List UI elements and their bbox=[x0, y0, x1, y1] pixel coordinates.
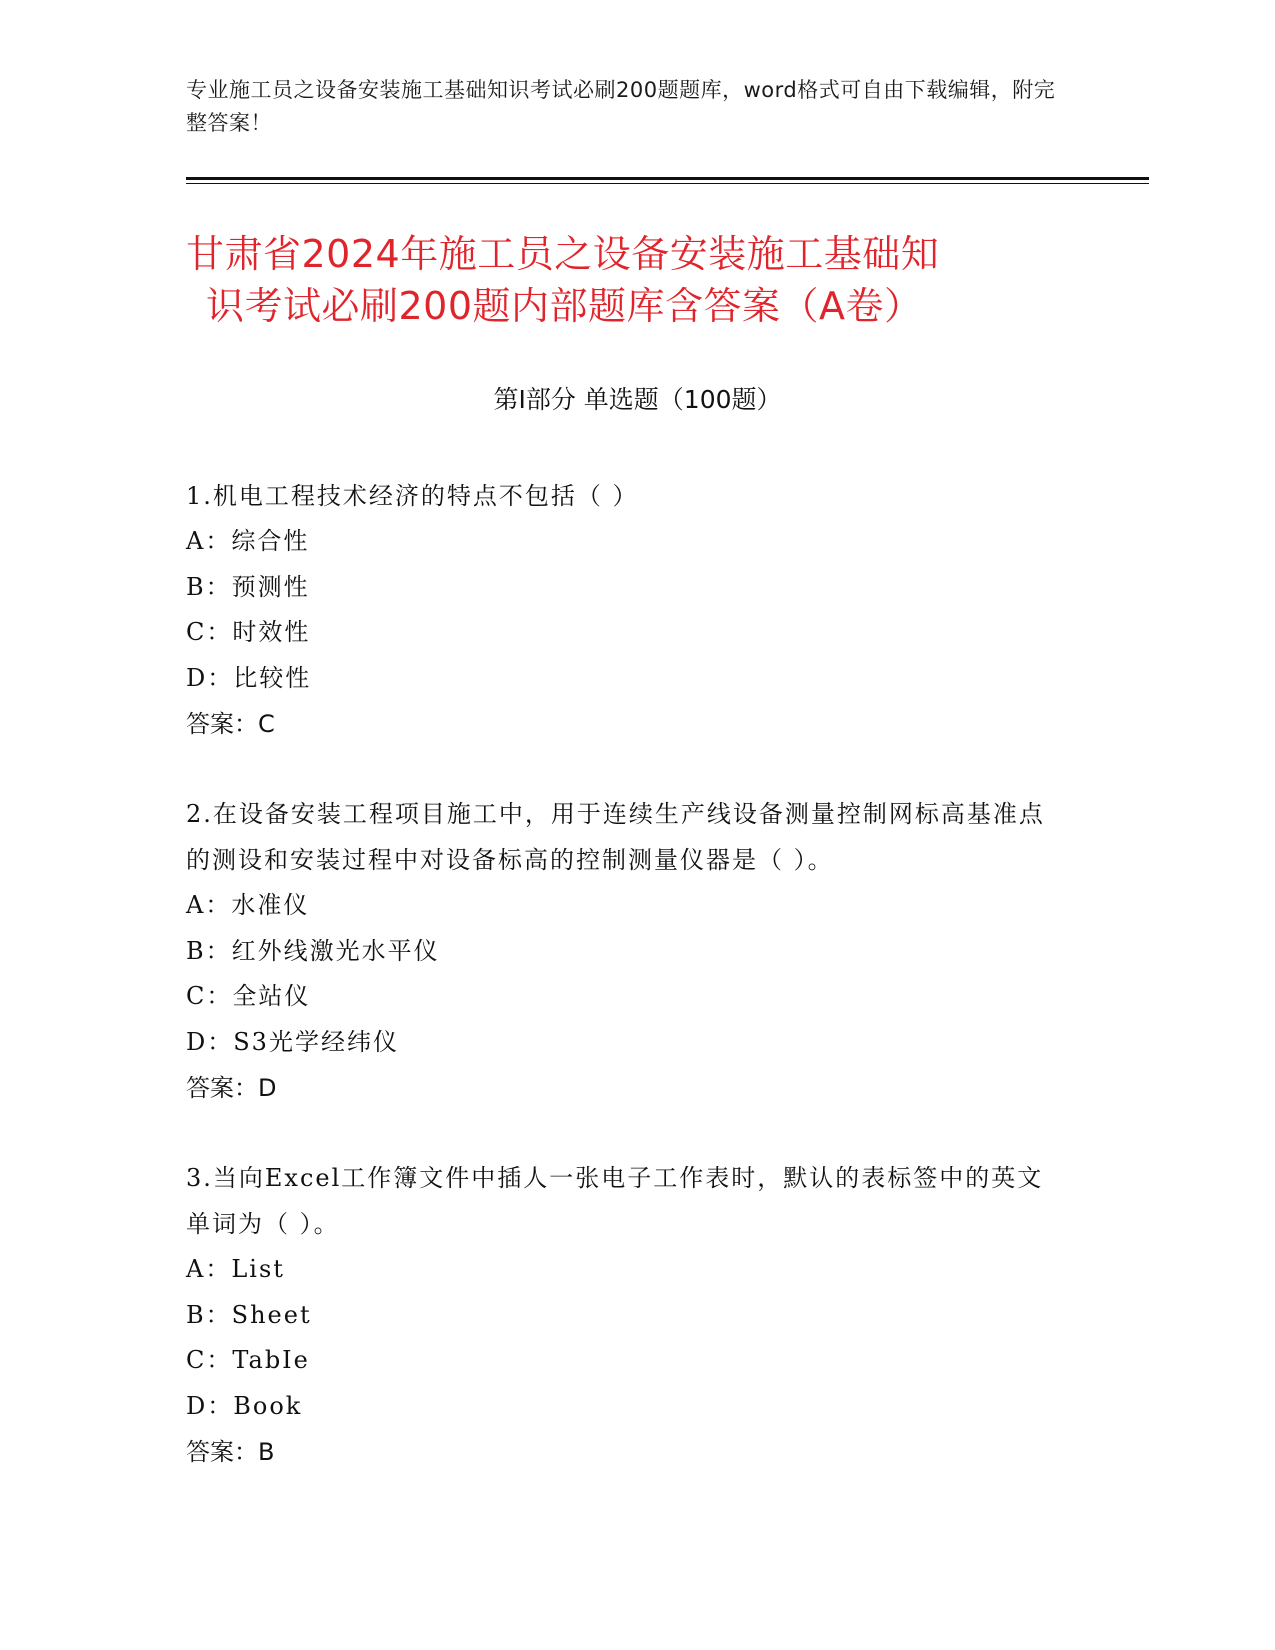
option-a: A：水准仪 bbox=[186, 891, 310, 919]
answer: 答案：C bbox=[186, 710, 275, 738]
option-b: B：预测性 bbox=[186, 572, 310, 601]
answer: 答案：B bbox=[186, 1438, 275, 1466]
question-stem: 2.在设备安装工程项目施工中，用于连续生产线设备测量控制网标高基准点的测设和安装过程中对设备标高的控制测量仪器是（ ）。 bbox=[186, 800, 1045, 874]
question-stem: 1.机电工程技术经济的特点不包括（ ） bbox=[186, 482, 639, 510]
question-stem: 3.当向Excel工作簿文件中插人一张电子工作表时，默认的表标签中的英文单词为（ ）。 bbox=[186, 1164, 1044, 1238]
question-list bbox=[186, 473, 1066, 1519]
option-a: A：综合性 bbox=[186, 527, 310, 555]
question-2 bbox=[186, 791, 1066, 1111]
header-rule-thick bbox=[186, 177, 1149, 180]
question-1 bbox=[186, 473, 1066, 747]
answer: 答案：D bbox=[186, 1074, 277, 1102]
option-c: C：全站仪 bbox=[186, 982, 311, 1010]
document-title-line-1: 甘肃省2024年施工员之设备安装施工基础知 bbox=[186, 232, 940, 276]
header-rule-thin bbox=[186, 183, 1149, 184]
option-b: B：红外线激光水平仪 bbox=[186, 936, 440, 965]
option-c: C：TabIe bbox=[186, 1346, 310, 1374]
option-d: D：比较性 bbox=[186, 663, 312, 692]
document-title-line-2: 识考试必刷200题内部题库含答案（A卷） bbox=[206, 284, 923, 328]
option-b: B：Sheet bbox=[186, 1300, 312, 1329]
option-c: C：时效性 bbox=[186, 618, 311, 646]
section-title: 第Ⅰ部分 单选题（100题） bbox=[493, 385, 782, 414]
document-title bbox=[186, 228, 1086, 332]
header-note: 专业施工员之设备安装施工基础知识考试必刷200题题库，word格式可自由下载编辑，附完整答案！ bbox=[186, 78, 1056, 135]
option-d: D：S3光学经纬仪 bbox=[186, 1027, 399, 1056]
question-3 bbox=[186, 1155, 1066, 1475]
option-a: A：List bbox=[186, 1255, 285, 1283]
option-d: D：Book bbox=[186, 1391, 303, 1420]
